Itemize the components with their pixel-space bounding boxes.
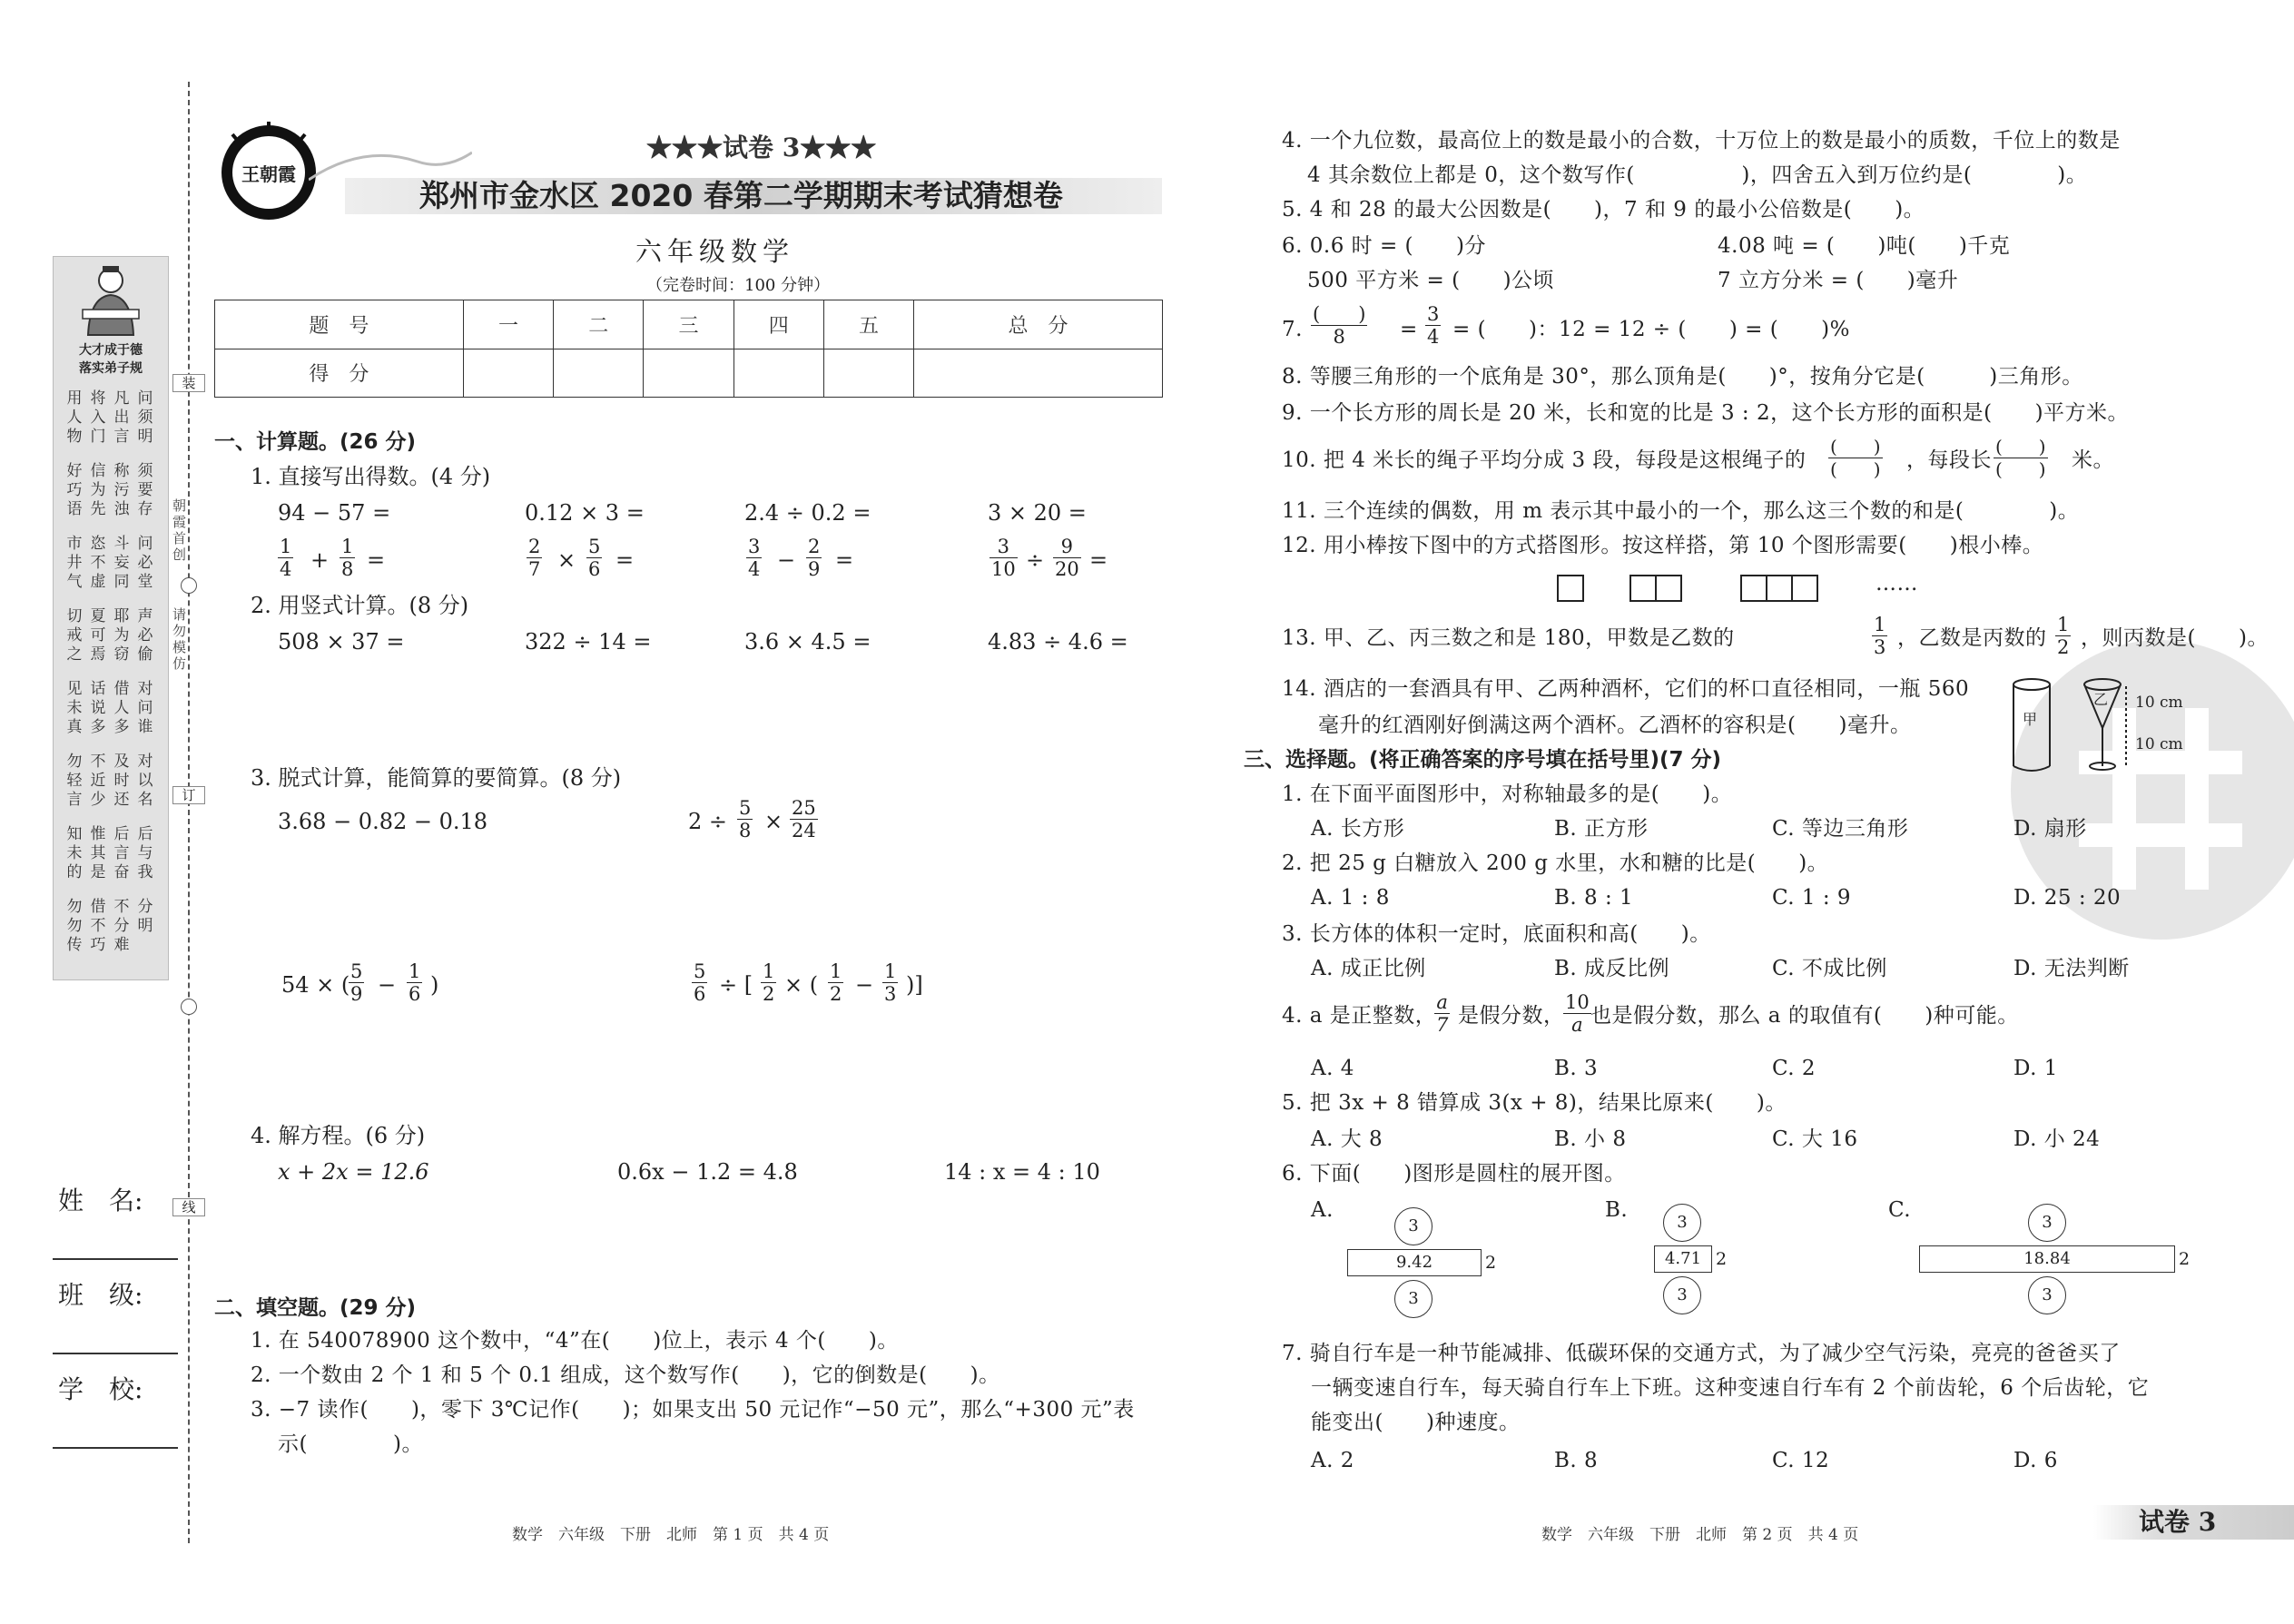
s3-option[interactable]: C. 1 : 9 xyxy=(1772,886,1852,910)
score-header-cell: 五 xyxy=(823,300,913,349)
net-a-label[interactable]: A. xyxy=(1311,1198,1334,1222)
equals: = xyxy=(835,547,854,573)
s3-option[interactable]: C. 等边三角形 xyxy=(1772,817,1909,841)
fraction: ( ) 8 xyxy=(1313,303,1366,348)
s1-q2-title: 2. 用竖式计算。(8 分) xyxy=(251,593,469,618)
matchstick-figures xyxy=(1554,572,1881,605)
motto-column: 借人多 xyxy=(113,680,130,736)
net-a-side: 2 xyxy=(1485,1253,1497,1273)
s3-option[interactable]: D. 6 xyxy=(2013,1449,2058,1472)
series-tag: ★★★试卷 3★★★ xyxy=(646,133,877,162)
s3-q4-prefix: 4. a 是正整数， xyxy=(1282,1004,1437,1028)
fraction-blank: ( ) ( ) xyxy=(1995,436,2046,480)
motto-column: 夏可焉 xyxy=(90,607,106,664)
s2-q12: 12. 用小棒按下图中的方式搭图形。按这样搭，第 10 个图形需要( )根小棒。 xyxy=(1282,534,2044,557)
motto-grid xyxy=(64,389,162,970)
fraction: $\frac{3}{10}$ xyxy=(991,536,1016,580)
net-b-side: 2 xyxy=(1716,1249,1728,1269)
net-b-top-circle: 3 xyxy=(1663,1204,1701,1242)
motto-column: 不近少 xyxy=(90,753,106,809)
net-b-rect: 4.71 xyxy=(1654,1245,1712,1273)
s2-q3b: 示( )。 xyxy=(278,1432,423,1456)
equals: = xyxy=(1400,318,1418,341)
s2-q13-mid: ，乙数是丙数的 xyxy=(1897,626,2047,650)
s1-q1-item: 2.4 ÷ 0.2 = xyxy=(744,500,871,526)
motto-column: 恣不虚 xyxy=(90,535,106,591)
name-field[interactable] xyxy=(53,1258,178,1260)
operator: − xyxy=(855,972,874,998)
section1-title: 一、计算题。(26 分) xyxy=(214,430,417,454)
score-header-cell: 二 xyxy=(554,300,644,349)
motto-column: 市井气 xyxy=(66,535,83,591)
score-cell[interactable] xyxy=(554,349,644,398)
motto-column: 问必堂 xyxy=(137,535,153,591)
paren: ) xyxy=(430,972,439,998)
class-label: 班 级: xyxy=(58,1280,143,1310)
net-c-bottom-circle: 3 xyxy=(2028,1276,2066,1314)
score-cell[interactable] xyxy=(733,349,823,398)
motto-column: 对以名 xyxy=(137,753,153,809)
s3-option[interactable]: C. 2 xyxy=(1772,1057,1816,1080)
wine-glass-diagram xyxy=(2012,675,2148,775)
paren: )] xyxy=(906,972,923,998)
s3-option[interactable]: A. 2 xyxy=(1311,1449,1354,1472)
binding-label-1: 装 xyxy=(172,374,205,392)
glass-height-1: 10 cm xyxy=(2135,694,2183,712)
operator: − xyxy=(378,972,397,998)
net-c-label[interactable]: C. xyxy=(1888,1198,1912,1222)
s1-q4-title: 4. 解方程。(6 分) xyxy=(251,1123,426,1148)
s2-q6d: 7 立方分米 = ( )毫升 xyxy=(1718,269,1959,292)
s3-q6: 6. 下面( )图形是圆柱的展开图。 xyxy=(1282,1162,1626,1186)
s3-option[interactable]: D. 25 : 20 xyxy=(2013,886,2122,910)
s1-q2-item: 4.83 ÷ 4.6 = xyxy=(988,629,1128,655)
s2-q3a: 3. −7 读作( )，零下 3℃记作( )；如果支出 50 元记作“−50 元”，那么“+300 元”表 xyxy=(251,1398,1135,1422)
net-c-rect: 18.84 xyxy=(1919,1245,2175,1273)
fraction: $\frac{1}{6}$ xyxy=(409,960,421,1005)
s1-q1-title: 1. 直接写出得数。(4 分) xyxy=(251,464,491,489)
motto-column: 勿轻言 xyxy=(66,753,83,809)
operator: × xyxy=(557,547,576,573)
motto-column: 凡出言 xyxy=(113,389,130,446)
fraction: $\frac{9}{20}$ xyxy=(1055,536,1079,580)
net-b-bottom-circle: 3 xyxy=(1663,1276,1701,1314)
motto-column: 分明 xyxy=(137,898,153,935)
binding-label-2: 订 xyxy=(172,786,205,804)
motto-column: 须要存 xyxy=(137,462,153,518)
s3-option[interactable]: D. 无法判断 xyxy=(2013,957,2130,980)
s2-q7-rest: = ( )：12 = 12 ÷ ( ) = ( )% xyxy=(1452,318,1850,341)
s3-option[interactable]: B. 成反比例 xyxy=(1554,957,1670,980)
s2-q10-suffix: 米。 xyxy=(2072,448,2114,472)
motto-column: 耶为窃 xyxy=(113,607,130,664)
s3-option[interactable]: A. 4 xyxy=(1311,1057,1354,1080)
glass-a-label: 甲 xyxy=(2023,711,2038,728)
s3-option[interactable]: B. 8 : 1 xyxy=(1554,886,1634,910)
motto-caption-1: 大才成于德 xyxy=(79,343,143,358)
exam-title: 郑州市金水区 2020 春第二学期期末考试猜想卷 xyxy=(419,178,1063,213)
motto-column: 后言奋 xyxy=(113,825,130,881)
s3-option[interactable]: A. 大 8 xyxy=(1311,1127,1383,1151)
fraction: $\frac{5}{9}$ xyxy=(350,960,363,1005)
page-footer-right: 数学 六年级 下册 北师 第 2 页 共 4 页 xyxy=(1541,1526,1859,1544)
motto-column: 勿勿传 xyxy=(66,898,83,954)
s3-q5: 5. 把 3x + 8 错算成 3(x + 8)，结果比原来( )。 xyxy=(1282,1091,1787,1115)
motto-column: 斗妄同 xyxy=(113,535,130,591)
score-header-cell: 总 分 xyxy=(914,300,1163,349)
equals: = xyxy=(615,547,635,573)
motto-column: 将入门 xyxy=(90,389,106,446)
fraction: $\frac{1}{3}$ xyxy=(884,960,897,1005)
corner-tag: 试卷 3 xyxy=(2139,1507,2217,1537)
motto-sidebar xyxy=(53,256,169,980)
fraction: $\frac{1}{4}$ xyxy=(280,536,292,580)
net-a-bottom-circle: 3 xyxy=(1394,1280,1433,1318)
score-cell[interactable] xyxy=(914,349,1163,398)
s3-q7b: 一辆变速自行车，每天骑自行车上下班。这种变速自行车有 2 个前齿轮，6 个后齿轮，它 xyxy=(1311,1376,2150,1400)
class-field[interactable] xyxy=(53,1353,178,1354)
fraction: $\frac{a}{7}$ xyxy=(1436,991,1449,1036)
motto-column: 对问谁 xyxy=(137,680,153,736)
s1-q3-title: 3. 脱式计算，能简算的要简算。(8 分) xyxy=(251,765,622,791)
motto-column: 切戒之 xyxy=(66,607,83,664)
matchstick-ellipsis: …… xyxy=(1876,572,1918,595)
s1-q4-item: 0.6x − 1.2 = 4.8 xyxy=(617,1159,798,1185)
score-cell[interactable] xyxy=(823,349,913,398)
s3-q3: 3. 长方体的体积一定时，底面积和高( )。 xyxy=(1282,922,1711,946)
school-field[interactable] xyxy=(53,1447,178,1449)
s1-q1-item: 94 − 57 = xyxy=(278,500,391,526)
motto-column: 用人物 xyxy=(66,389,83,446)
s3-option[interactable]: A. 1 : 8 xyxy=(1311,886,1390,910)
operator: × ( xyxy=(784,972,819,998)
s3-q7a: 7. 骑自行车是一种节能减排、低碳环保的交通方式，为了减少空气污染，亮亮的爸爸买了 xyxy=(1282,1342,2121,1365)
fraction: $\frac{2}{9}$ xyxy=(808,536,821,580)
s3-q4-suffix: 也是假分数，那么 a 的取值有( )种可能。 xyxy=(1590,1004,2019,1028)
s2-q10-prefix: 10. 把 4 米长的绳子平均分成 3 段，每段是这根绳子的 xyxy=(1282,448,1807,472)
fraction: $\frac{1}{3}$ xyxy=(1874,614,1886,658)
fraction: $\frac{5}{6}$ xyxy=(694,960,706,1005)
fraction: $\frac{10}{a}$ xyxy=(1565,991,1590,1036)
fraction: $\frac{3}{4}$ xyxy=(748,536,761,580)
section3-title: 三、选择题。(将正确答案的序号填在括号里)(7 分) xyxy=(1244,748,1722,772)
s1-q3-a: 3.68 − 0.82 − 0.18 xyxy=(278,809,488,834)
s2-q4b: 4 其余数位上都是 0，这个数写作( )，四舍五入到万位约是( )。 xyxy=(1307,163,2088,187)
motto-column: 称污浊 xyxy=(113,462,130,518)
fraction: $\frac{5}{6}$ xyxy=(588,536,601,580)
s2-q8: 8. 等腰三角形的一个底角是 30°，那么顶角是( )°，按角分它是( )三角形。 xyxy=(1282,365,2083,389)
motto-caption-2: 落实弟子规 xyxy=(79,361,143,376)
score-header-cell: 四 xyxy=(733,300,823,349)
s3-option[interactable]: C. 12 xyxy=(1772,1449,1830,1472)
operator: × xyxy=(764,809,783,834)
operator: − xyxy=(777,547,796,573)
motto-column: 后与我 xyxy=(137,825,153,881)
score-table xyxy=(214,300,1163,398)
slogan-vertical-2: 请勿模仿 xyxy=(172,606,187,672)
s2-q6a: 6. 0.6 时 = ( )分 xyxy=(1282,234,1486,258)
binding-dashed-line xyxy=(188,82,190,1543)
score-header-cell: 三 xyxy=(644,300,733,349)
score-cell[interactable] xyxy=(463,349,553,398)
fraction: $\frac{1}{2}$ xyxy=(830,960,842,1005)
equals: = xyxy=(367,547,386,573)
motto-column: 见未真 xyxy=(66,680,83,736)
s1-q2-item: 508 × 37 = xyxy=(278,629,405,655)
glass-height-2: 10 cm xyxy=(2135,735,2183,753)
s3-option[interactable]: C. 不成比例 xyxy=(1772,957,1887,980)
s2-q14a: 14. 酒店的一套酒具有甲、乙两种酒杯，它们的杯口直径相同，一瓶 560 xyxy=(1282,677,1970,701)
motto-column: 知未的 xyxy=(66,825,83,881)
score-cell[interactable] xyxy=(644,349,733,398)
s1-q1-item: 0.12 × 3 = xyxy=(525,500,645,526)
name-label: 姓 名: xyxy=(58,1186,143,1216)
s2-q10-mid: ，每段长 xyxy=(1906,448,1992,472)
operator: + xyxy=(310,547,330,573)
motto-column: 话说多 xyxy=(90,680,106,736)
motto-column: 信为先 xyxy=(90,462,106,518)
fraction: $\frac{2}{7}$ xyxy=(528,536,541,580)
brand-logo xyxy=(214,118,323,227)
s1-q2-item: 3.6 × 4.5 = xyxy=(744,629,871,655)
motto-column: 惟其是 xyxy=(90,825,106,881)
equals: = xyxy=(1089,547,1108,573)
s2-q13-prefix: 13. 甲、乙、丙三数之和是 180，甲数是乙数的 xyxy=(1282,626,1735,650)
binding-hole-icon xyxy=(181,999,197,1015)
s2-q5: 5. 4 和 28 的最大公因数是( )，7 和 9 的最小公倍数是( )。 xyxy=(1282,198,1925,221)
s2-q4a: 4. 一个九位数，最高位上的数是最小的合数，十万位上的数是最小的质数，千位上的数是 xyxy=(1282,129,2121,153)
net-a-top-circle: 3 xyxy=(1394,1207,1433,1245)
motto-column: 借不巧 xyxy=(90,898,106,954)
fraction: $\frac{1}{2}$ xyxy=(2057,614,2070,658)
fraction: $\frac{1}{2}$ xyxy=(763,960,775,1005)
s2-q9: 9. 一个长方形的周长是 20 米，长和宽的比是 3 : 2，这个长方形的面积是( )平方米。 xyxy=(1282,401,2130,425)
s3-q7c: 能变出( )种速度。 xyxy=(1311,1411,1521,1434)
motto-column: 声必偷 xyxy=(137,607,153,664)
motto-column: 好巧语 xyxy=(66,462,83,518)
school-label: 学 校: xyxy=(58,1374,143,1404)
s3-q1: 1. 在下面平面图形中，对称轴最多的是( )。 xyxy=(1282,782,1733,806)
s2-q13-suffix: ，则丙数是( )。 xyxy=(2081,626,2269,650)
net-b-label[interactable]: B. xyxy=(1605,1198,1629,1222)
operator: ÷ [ xyxy=(719,972,753,998)
fraction: $\frac{1}{8}$ xyxy=(341,536,354,580)
s2-q14b: 毫升的红酒刚好倒满这两个酒杯。乙酒杯的容积是( )毫升。 xyxy=(1318,714,1912,737)
s3-option[interactable]: A. 成正比例 xyxy=(1311,957,1426,980)
s2-q6c: 500 平方米 = ( )公顷 xyxy=(1307,269,1555,292)
net-c-side: 2 xyxy=(2179,1249,2191,1269)
s3-option[interactable]: D. 扇形 xyxy=(2013,817,2087,841)
s3-option[interactable]: B. 3 xyxy=(1554,1057,1599,1080)
s3-q4-mid: 是假分数， xyxy=(1458,1004,1565,1028)
s1-q3-c-prefix: 54 × ( xyxy=(281,972,350,998)
s3-option[interactable]: B. 正方形 xyxy=(1554,817,1649,841)
score-header-cell: 一 xyxy=(463,300,553,349)
operator: ÷ xyxy=(1026,547,1045,573)
s3-option[interactable]: A. 长方形 xyxy=(1311,817,1405,841)
motto-column: 及时还 xyxy=(113,753,130,809)
score-row-label: 得 分 xyxy=(215,349,464,398)
score-header-cell: 题 号 xyxy=(215,300,464,349)
section2-title: 二、填空题。(29 分) xyxy=(214,1296,417,1320)
s1-q1-item: 3 × 20 = xyxy=(988,500,1087,526)
s1-q4-item: 14 : x = 4 : 10 xyxy=(944,1159,1100,1185)
s1-q2-item: 322 ÷ 14 = xyxy=(525,629,652,655)
s2-q7-prefix: 7. xyxy=(1282,318,1303,341)
page-footer-left: 数学 六年级 下册 北师 第 1 页 共 4 页 xyxy=(512,1526,830,1544)
scholar-icon xyxy=(79,264,143,337)
s1-q4-item: x + 2x = 12.6 xyxy=(278,1159,429,1185)
fraction: $\frac{25}{24}$ xyxy=(792,797,816,842)
s2-q1: 1. 在 540078900 这个数中，“4”在( )位上，表示 4 个( )。 xyxy=(251,1329,899,1353)
binding-label-3: 线 xyxy=(172,1198,205,1216)
s2-q11: 11. 三个连续的偶数，用 m 表示其中最小的一个，那么这三个数的和是( )。 xyxy=(1282,499,2080,523)
s2-q6b: 4.08 吨 = ( )吨( )千克 xyxy=(1718,234,2011,258)
subject-title: 六年级数学 xyxy=(635,236,795,267)
s3-option[interactable]: B. 小 8 xyxy=(1554,1127,1627,1151)
s3-option[interactable]: C. 大 16 xyxy=(1772,1127,1858,1151)
s3-option[interactable]: D. 小 24 xyxy=(2013,1127,2101,1151)
logo-text: 王朝霞 xyxy=(241,163,296,185)
motto-column: 问须明 xyxy=(137,389,153,446)
s3-option[interactable]: B. 8 xyxy=(1554,1449,1599,1472)
net-a-rect: 9.42 xyxy=(1347,1249,1482,1276)
s3-q2: 2. 把 25 g 白糖放入 200 g 水里，水和糖的比是( )。 xyxy=(1282,851,1829,875)
slogan-vertical-1: 朝霞首创 xyxy=(172,497,187,563)
fraction-blank: ( ) ( ) xyxy=(1830,436,1881,480)
net-c-top-circle: 3 xyxy=(2028,1204,2066,1242)
s2-q2: 2. 一个数由 2 个 1 和 5 个 0.1 组成，这个数写作( )，它的倒数是( )。 xyxy=(251,1363,1000,1387)
fraction: $\frac{5}{8}$ xyxy=(739,797,752,842)
time-note: （完卷时间：100 分钟） xyxy=(646,276,831,295)
glass-b-label: 乙 xyxy=(2093,691,2109,708)
fraction: $\frac{3}{4}$ xyxy=(1427,303,1440,348)
s3-option[interactable]: D. 1 xyxy=(2013,1057,2058,1080)
binding-hole-icon xyxy=(181,577,197,594)
motto-column: 不分难 xyxy=(113,898,130,954)
s1-q3-b-prefix: 2 ÷ xyxy=(688,809,728,834)
